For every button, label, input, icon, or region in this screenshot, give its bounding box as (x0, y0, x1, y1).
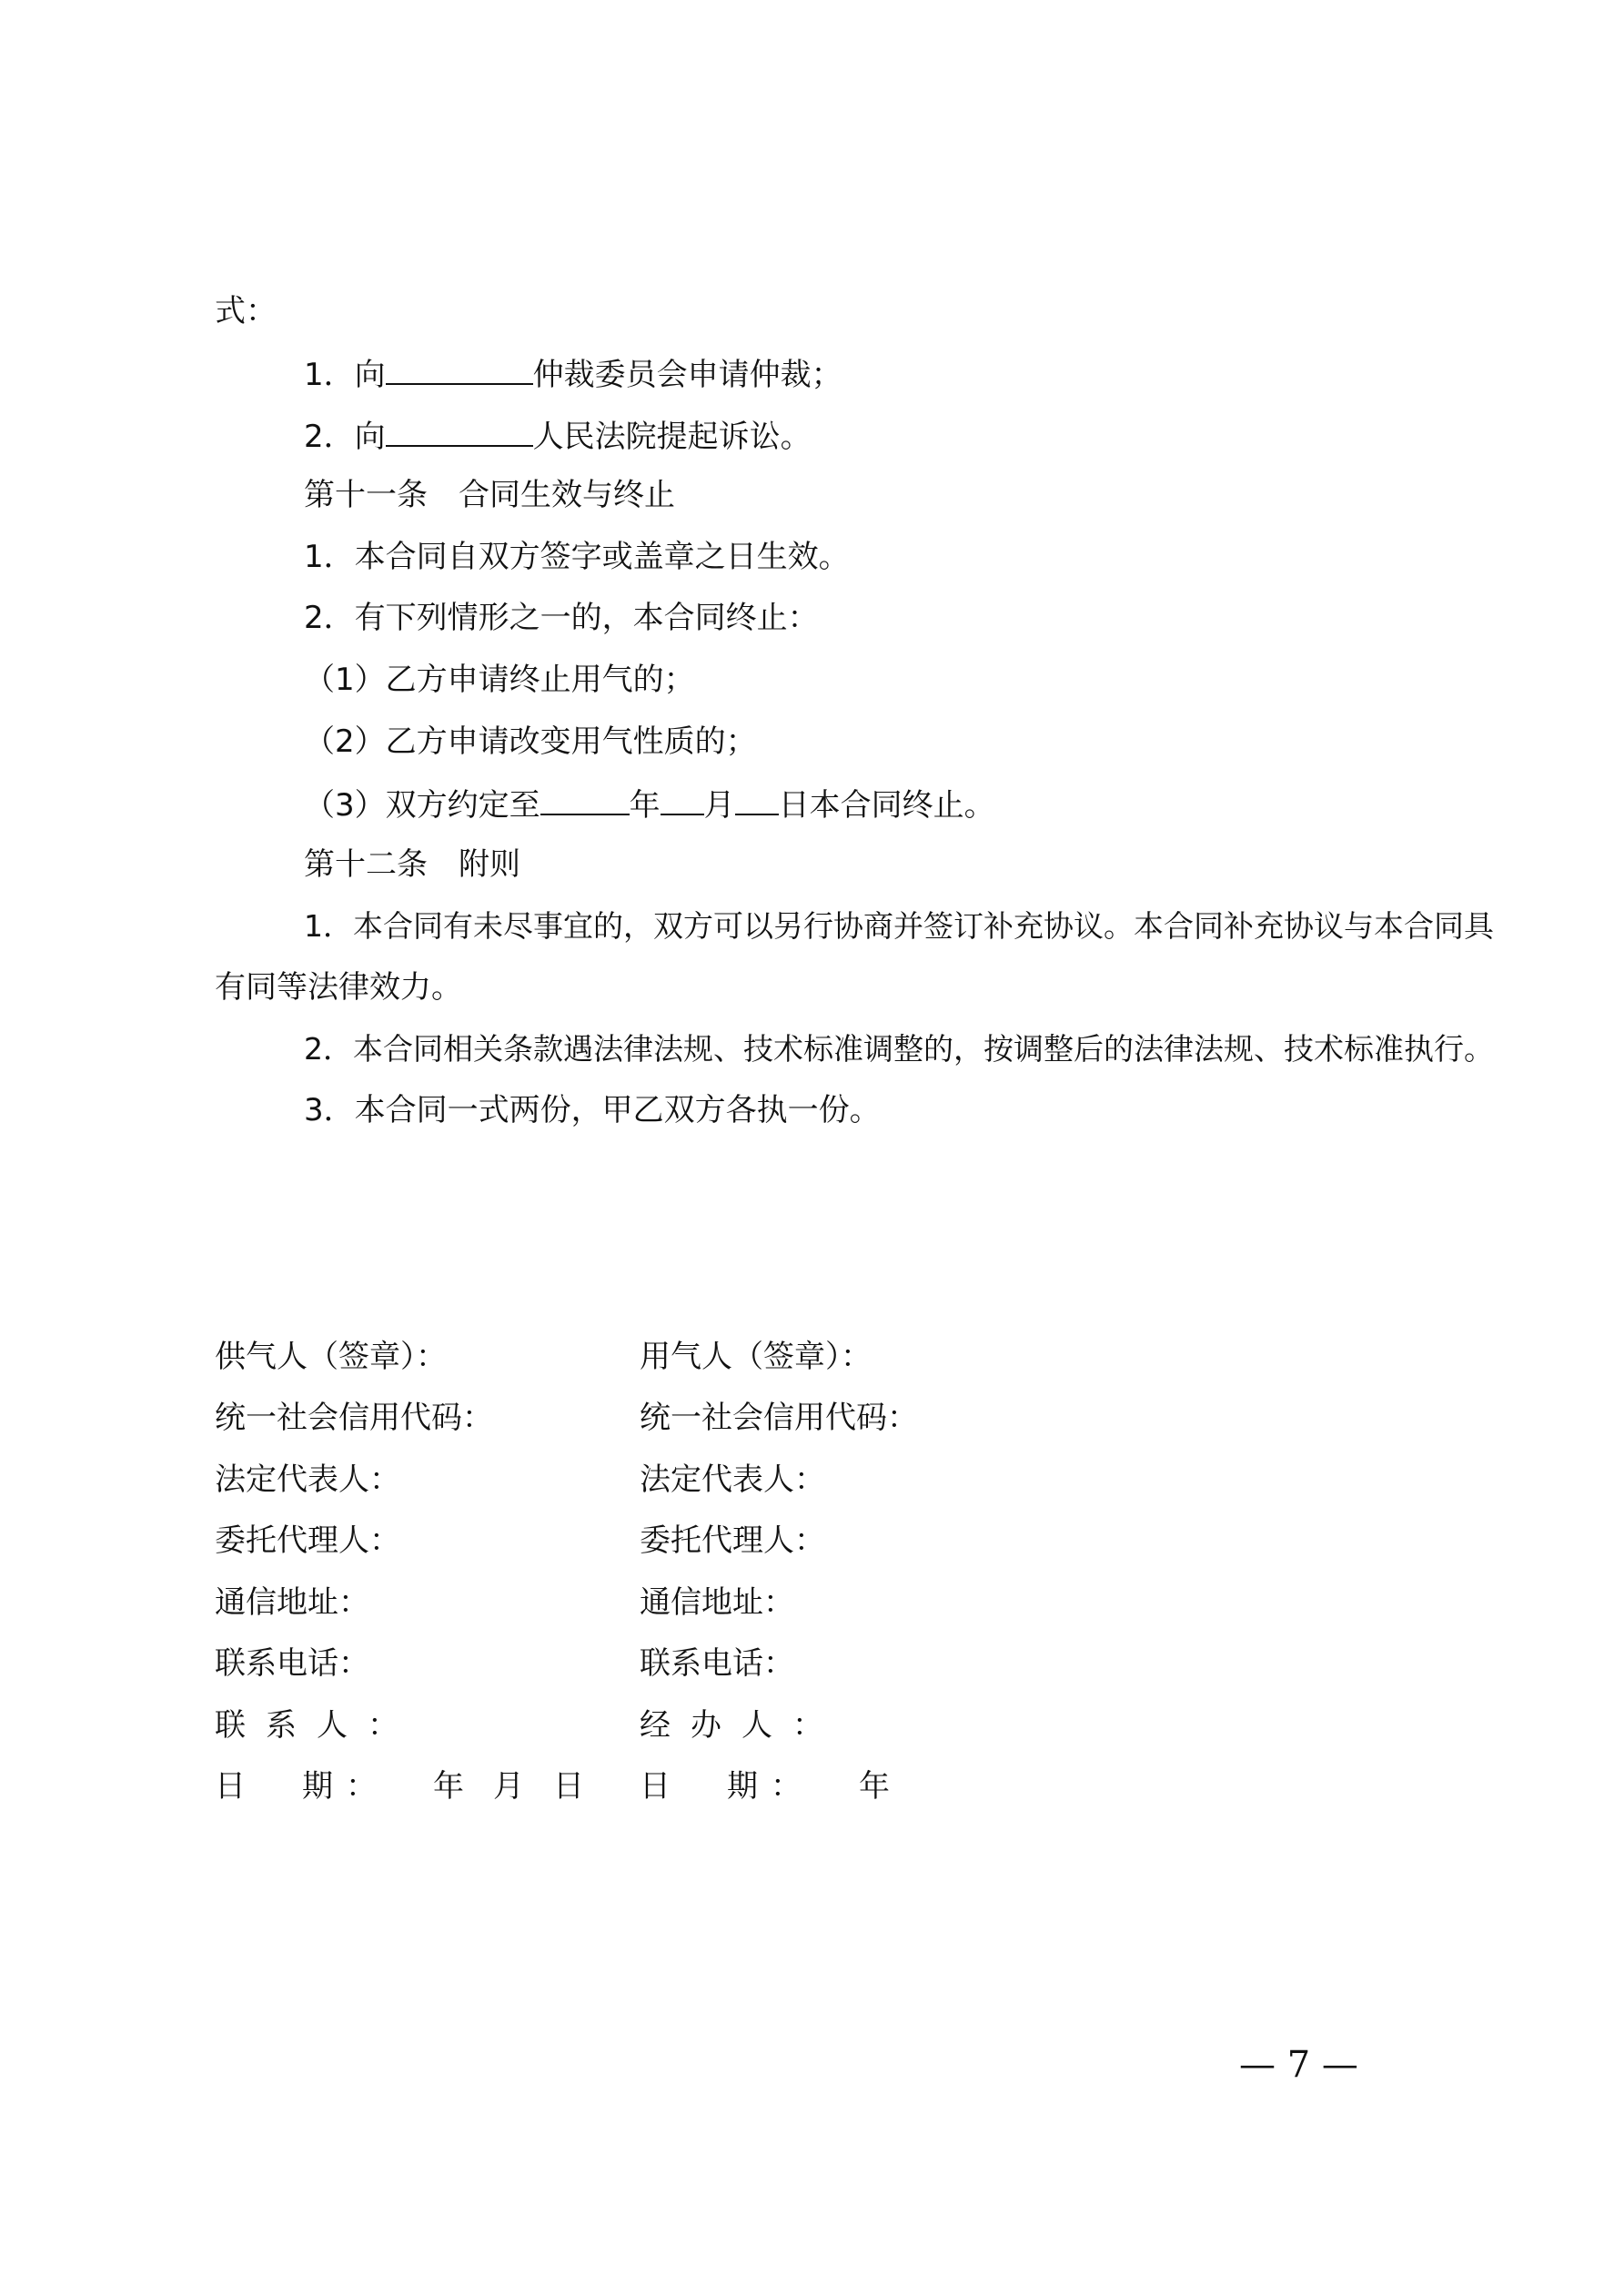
blank-field (386, 352, 533, 385)
sig-supplier: 供气人（签章）： (215, 1339, 447, 1375)
clause-10-2 (304, 414, 812, 457)
sig-left-agent: 委托代理人： (215, 1522, 400, 1559)
clause-text: 2．向 (304, 419, 386, 455)
sig-left-date-day: 日 (553, 1768, 584, 1805)
sig-right-handler: 经办人： (640, 1707, 843, 1744)
text: 式： (215, 293, 277, 329)
sig-right-date-label: 日 期： (640, 1768, 814, 1805)
clause-11-2-2: （2）乙方申请改变用气性质的； (304, 723, 757, 760)
blank-field (386, 414, 533, 447)
year-label: 年 (629, 787, 661, 824)
clause-11-2-1: （1）乙方申请终止用气的； (304, 662, 695, 698)
article-11-heading: 第十一条 合同生效与终止 (304, 477, 675, 513)
clause-11-1: 1．本合同自双方签字或盖章之日生效。 (304, 539, 850, 575)
blank-field-year (540, 783, 630, 815)
clause-text: 仲裁委员会申请仲裁； (532, 357, 842, 393)
clause-text: 1．向 (304, 357, 386, 393)
clause-12-2: 2．本合同相关条款遇法律法规、技术标准调整的，按调整后的法律法规、技术标准执行。 (304, 1031, 1494, 1067)
clause-text: 人民法院提起诉讼。 (532, 419, 812, 455)
clause-12-1-line2: 有同等法律效力。 (215, 969, 462, 1006)
sig-right-phone: 联系电话： (640, 1645, 794, 1682)
sig-left-date-month: 月 (493, 1768, 524, 1805)
sig-left-legal-rep: 法定代表人： (215, 1462, 400, 1498)
blank-field-day (735, 783, 779, 815)
sig-user: 用气人（签章）： (640, 1339, 872, 1375)
clause-10-1 (304, 352, 842, 395)
clause-11-2-3 (304, 783, 995, 825)
clause-text: 日本合同终止。 (778, 787, 995, 824)
clause-11-2: 2．有下列情形之一的，本合同终止： (304, 600, 819, 636)
sig-left-date-label: 日 期： (215, 1768, 389, 1805)
sig-left-contact: 联系人： (215, 1707, 419, 1744)
sig-right-credit-code: 统一社会信用代码： (640, 1400, 918, 1436)
page-number: — 7 — (1239, 2044, 1358, 2086)
sig-left-credit-code: 统一社会信用代码： (215, 1400, 493, 1436)
clause-text: （3）双方约定至 (304, 787, 540, 824)
sig-right-address: 通信地址： (640, 1584, 794, 1621)
sig-left-address: 通信地址： (215, 1584, 369, 1621)
blank-field-month (661, 783, 704, 815)
month-label: 月 (703, 787, 735, 824)
sig-left-date-year: 年 (433, 1768, 464, 1805)
article-12-heading: 第十二条 附则 (304, 846, 520, 883)
sig-right-legal-rep: 法定代表人： (640, 1462, 825, 1498)
clause-12-3: 3．本合同一式两份，甲乙双方各执一份。 (304, 1092, 881, 1128)
sig-left-phone: 联系电话： (215, 1645, 369, 1682)
sig-right-agent: 委托代理人： (640, 1522, 825, 1559)
sig-right-date-year: 年 (859, 1768, 890, 1805)
text-line-shi (215, 291, 277, 331)
clause-12-1-line1: 1．本合同有未尽事宜的，双方可以另行协商并签订补充协议。本合同补充协议与本合同具 (304, 908, 1494, 944)
